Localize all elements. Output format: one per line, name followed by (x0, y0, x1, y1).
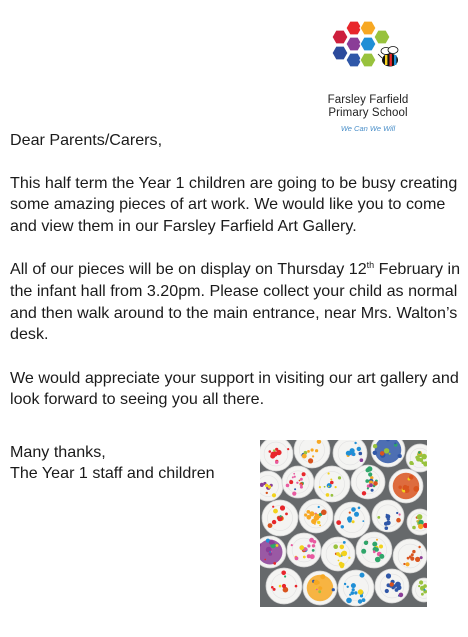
hex-green (374, 30, 390, 44)
school-name-line2: Primary School (328, 107, 408, 119)
plate-10 (389, 469, 423, 503)
plate-3 (333, 440, 367, 470)
plate-1 (260, 440, 293, 471)
plate-18 (321, 537, 355, 571)
plate-20 (393, 539, 427, 573)
school-motto: We Can We Will (340, 124, 396, 133)
letter-body (10, 130, 465, 433)
hex-blue (360, 37, 376, 51)
plate-17 (287, 533, 321, 567)
plate-22 (303, 571, 337, 605)
hex-crimson (332, 30, 348, 44)
plate-23 (338, 570, 374, 606)
plate-24 (375, 569, 409, 603)
hexagon-logo-icon (328, 18, 408, 84)
school-name-line1: Farsley Farfield (327, 94, 409, 106)
plate-11 (262, 500, 298, 536)
plate-21 (266, 568, 302, 604)
paragraph-closing: We would appreciate your support in visiting our art gallery and look forward to seeing you all there. (10, 368, 459, 409)
plate-8 (314, 466, 350, 502)
plate-14 (372, 500, 404, 532)
plate-12 (299, 499, 333, 533)
signoff-thanks: Many thanks, (10, 443, 106, 461)
school-name (318, 94, 418, 120)
paragraph-display-details (10, 259, 465, 345)
school-logo (318, 18, 418, 140)
hex-lime (360, 53, 376, 67)
plate-9 (351, 465, 385, 499)
signoff (10, 442, 215, 484)
plate-13 (334, 502, 370, 538)
plate-19 (356, 532, 392, 568)
hex-navy (332, 46, 348, 60)
date-ordinal-suffix: th (366, 260, 375, 271)
display-location-text: February in the infant hall from 3.20pm. Please collect your child as normal and then walk around to the main entrance, near Mrs. Walton’s desk. (10, 260, 461, 344)
plates-image (260, 440, 427, 607)
bee-icon (378, 47, 398, 67)
plate-7 (282, 466, 314, 498)
signoff-signature: The Year 1 staff and children (10, 464, 215, 482)
display-date-text: All of our pieces will be on display on Thursday 12 (10, 260, 367, 279)
salutation: Dear Parents/Carers, (10, 131, 163, 149)
hex-orange (360, 21, 376, 35)
paragraph-intro: This half term the Year 1 children are going to be busy creating some amazing pieces of art work. We would like you to come and view them in our Farsley Farfield Art Gallery. (10, 173, 458, 235)
paper-plate-art-photo (260, 440, 427, 607)
